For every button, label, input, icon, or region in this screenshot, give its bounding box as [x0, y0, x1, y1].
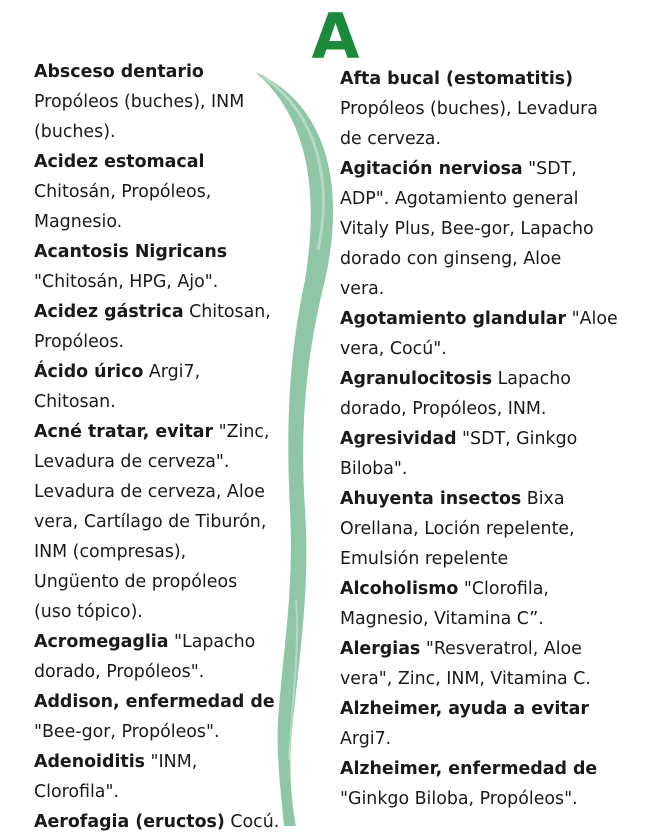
remedy-entry: Absceso dentario Propóleos (buches), INM (buches).	[34, 62, 245, 142]
left-column	[34, 57, 334, 837]
remedy-entry: Addison, enfermedad de "Bee-gor, Propóleos".	[34, 692, 275, 742]
remedy-entry: Alzheimer, ayuda a evitar Argi7.	[340, 699, 589, 749]
condition-term: Agitación nerviosa	[340, 159, 523, 179]
remedy-entry: Alcoholismo "Clorofila, Magnesio, Vitamina C”.	[340, 579, 549, 629]
remedy-entry: Afta bucal (estomatitis) Propóleos (buches), Levadura de cerveza.	[340, 69, 598, 149]
condition-term: Agranulocitosis	[340, 369, 493, 389]
condition-term: Alzheimer, ayuda a evitar	[340, 699, 589, 719]
remedy-entry: Ahuyenta insectos Bixa Orellana, Loción repelente, Emulsión repelente	[340, 489, 575, 569]
right-column	[340, 64, 640, 814]
condition-term: Absceso dentario	[34, 62, 204, 82]
section-letter: A	[311, 0, 359, 73]
condition-term: Ahuyenta insectos	[340, 489, 522, 509]
remedy-entry: Agitación nerviosa "SDT, ADP". Agotamiento general Vitaly Plus, Bee-gor, Lapacho dorado con ginseng, Aloe vera.	[340, 159, 594, 299]
condition-term: Aerofagia (eructos)	[34, 812, 225, 832]
remedy-entry: Agotamiento glandular "Aloe vera, Cocú".	[340, 309, 618, 359]
remedy-entry: Ácido úrico Argi7, Chitosan.	[34, 362, 201, 412]
remedy-entry: Alergias "Resveratrol, Aloe vera", Zinc, INM, Vitamina C.	[340, 639, 591, 689]
condition-term: Acidez gástrica	[34, 302, 184, 322]
condition-term: Acromegaglia	[34, 632, 169, 652]
remedy-entry: Aerofagia (eructos) Cocú.	[34, 812, 280, 832]
condition-term: Ácido úrico	[34, 362, 144, 382]
remedy-entry: Acromegaglia "Lapacho dorado, Propóleos".	[34, 632, 256, 682]
remedy-entry: Acidez gástrica Chitosan, Propóleos.	[34, 302, 271, 352]
condition-term: Agresividad	[340, 429, 457, 449]
condition-term: Acné tratar, evitar	[34, 422, 214, 442]
condition-term: Alergias	[340, 639, 421, 659]
condition-term: Adenoiditis	[34, 752, 146, 772]
remedy-entry: Agranulocitosis Lapacho dorado, Propóleos, INM.	[340, 369, 571, 419]
remedy-entry: Agresividad "SDT, Ginkgo Biloba".	[340, 429, 578, 479]
condition-term: Acantosis Nigricans	[34, 242, 228, 262]
condition-term: Agotamiento glandular	[340, 309, 567, 329]
remedy-entry: Alzheimer, enfermedad de "Ginkgo Biloba, Propóleos".	[340, 759, 598, 809]
remedy-entry: Adenoiditis "INM, Clorofila".	[34, 752, 198, 802]
condition-term: Alzheimer, enfermedad de	[340, 759, 598, 779]
condition-term: Addison, enfermedad de	[34, 692, 275, 712]
condition-term: Acidez estomacal	[34, 152, 205, 172]
condition-term: Alcoholismo	[340, 579, 459, 599]
remedy-entry: Acidez estomacal Chitosán, Propóleos, Magnesio.	[34, 152, 212, 232]
condition-term: Afta bucal (estomatitis)	[340, 69, 574, 89]
remedy-entry: Acné tratar, evitar "Zinc, Levadura de cerveza". Levadura de cerveza, Aloe vera, Cartílago de Tiburón, INM (compresas), Ungüento de propóleos (uso tópico).	[34, 422, 270, 622]
remedy-entry: Acantosis Nigricans "Chitosán, HPG, Ajo".	[34, 242, 228, 292]
